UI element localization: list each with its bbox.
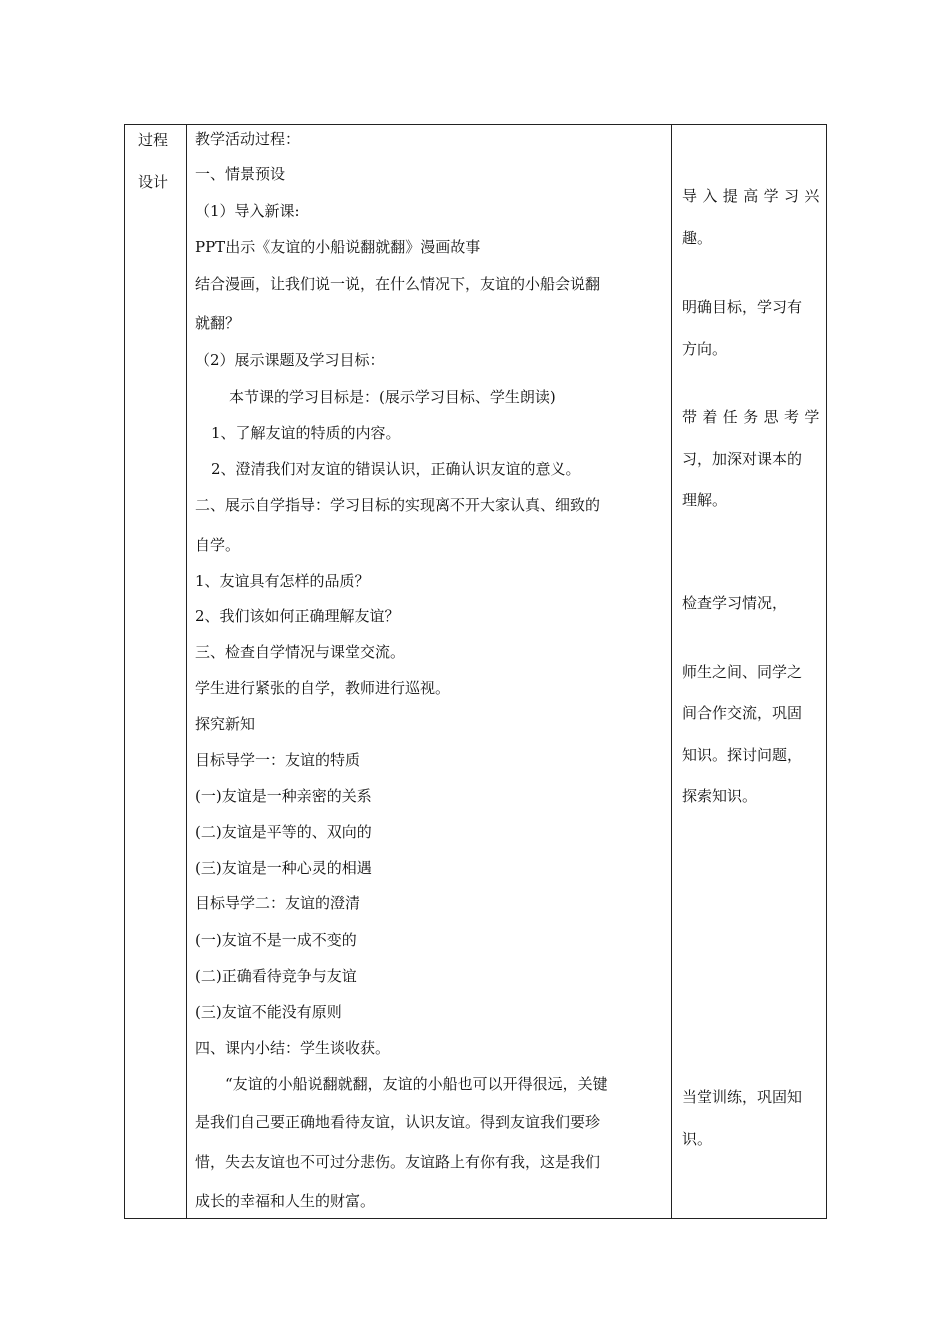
note-line: 理解。 (682, 491, 728, 509)
note-line: 带着任务思考学 (682, 408, 825, 426)
note-line: 间合作交流，巩固 (682, 704, 803, 722)
text-line: PPT出示《友谊的小船说翻就翻》漫画故事 (195, 238, 481, 256)
lesson-plan-table (124, 124, 827, 1219)
note-line: 探索知识。 (682, 787, 758, 805)
text-line: 就翻？ (195, 314, 241, 332)
list-item: (一)友谊不是一成不变的 (195, 931, 357, 949)
note-line: 师生之间、同学之 (682, 663, 803, 681)
note-line: 知识。探讨问题， (682, 746, 803, 764)
activity-heading: 教学活动过程： (195, 130, 301, 148)
question-item: 1、友谊具有怎样的品质？ (195, 572, 370, 590)
summary-line: 是我们自己要正确地看待友谊，认识友谊。得到友谊我们要珍 (195, 1113, 601, 1131)
question-item: 2、我们该如何正确理解友谊？ (195, 607, 400, 625)
process-label-line: 过程 (138, 131, 169, 149)
text-line: 学生进行紧张的自学，教师进行巡视。 (195, 679, 451, 697)
note-line: 明确目标，学习有 (682, 298, 803, 316)
sub-heading: （1）导入新课: (195, 202, 300, 220)
text-line: 1、了解友谊的特质的内容。 (211, 424, 401, 442)
target-heading: 目标导学二：友谊的澄清 (195, 894, 361, 912)
list-item: (二)友谊是平等的、双向的 (195, 823, 372, 841)
list-item: (一)友谊是一种亲密的关系 (195, 787, 372, 805)
section-heading: 一、情景预设 (195, 165, 286, 183)
text-line: 2、澄清我们对友谊的错误认识，正确认识友谊的意义。 (211, 460, 581, 478)
list-item: (三)友谊不能没有原则 (195, 1003, 342, 1021)
section-heading: 三、检查自学情况与课堂交流。 (195, 643, 406, 661)
list-item: (三)友谊是一种心灵的相遇 (195, 859, 372, 877)
list-item: (二)正确看待竞争与友谊 (195, 967, 357, 985)
summary-line: 成长的幸福和人生的财富。 (195, 1192, 376, 1210)
note-line: 检查学习情况， (682, 594, 788, 612)
target-heading: 目标导学一：友谊的特质 (195, 751, 361, 769)
process-label-line: 设计 (138, 173, 169, 191)
note-line: 趣。 (682, 229, 713, 247)
note-line: 方向。 (682, 340, 728, 358)
note-line: 当堂训练，巩固知 (682, 1088, 803, 1106)
sub-heading: （2）展示课题及学习目标： (195, 351, 385, 369)
note-line: 导入提高学习兴 (682, 187, 825, 205)
note-line: 习，加深对课本的 (682, 450, 803, 468)
text-line: 自学。 (195, 536, 241, 554)
text-line: 结合漫画，让我们说一说，在什么情况下，友谊的小船会说翻 (195, 275, 601, 293)
note-line: 识。 (682, 1130, 713, 1148)
section-heading: 四、课内小结：学生谈收获。 (195, 1039, 391, 1057)
section-heading: 二、展示自学指导：学习目标的实现离不开大家认真、细致的 (195, 496, 601, 514)
column-divider-left (186, 125, 187, 1218)
summary-line: “友谊的小船说翻就翻，友谊的小船也可以开得很远，关键 (225, 1075, 608, 1093)
column-divider-right (671, 125, 672, 1218)
summary-line: 惜，失去友谊也不可过分悲伤。友谊路上有你有我，这是我们 (195, 1153, 601, 1171)
text-line: 本节课的学习目标是：(展示学习目标、学生朗读) (229, 388, 556, 406)
text-line: 探究新知 (195, 715, 256, 733)
